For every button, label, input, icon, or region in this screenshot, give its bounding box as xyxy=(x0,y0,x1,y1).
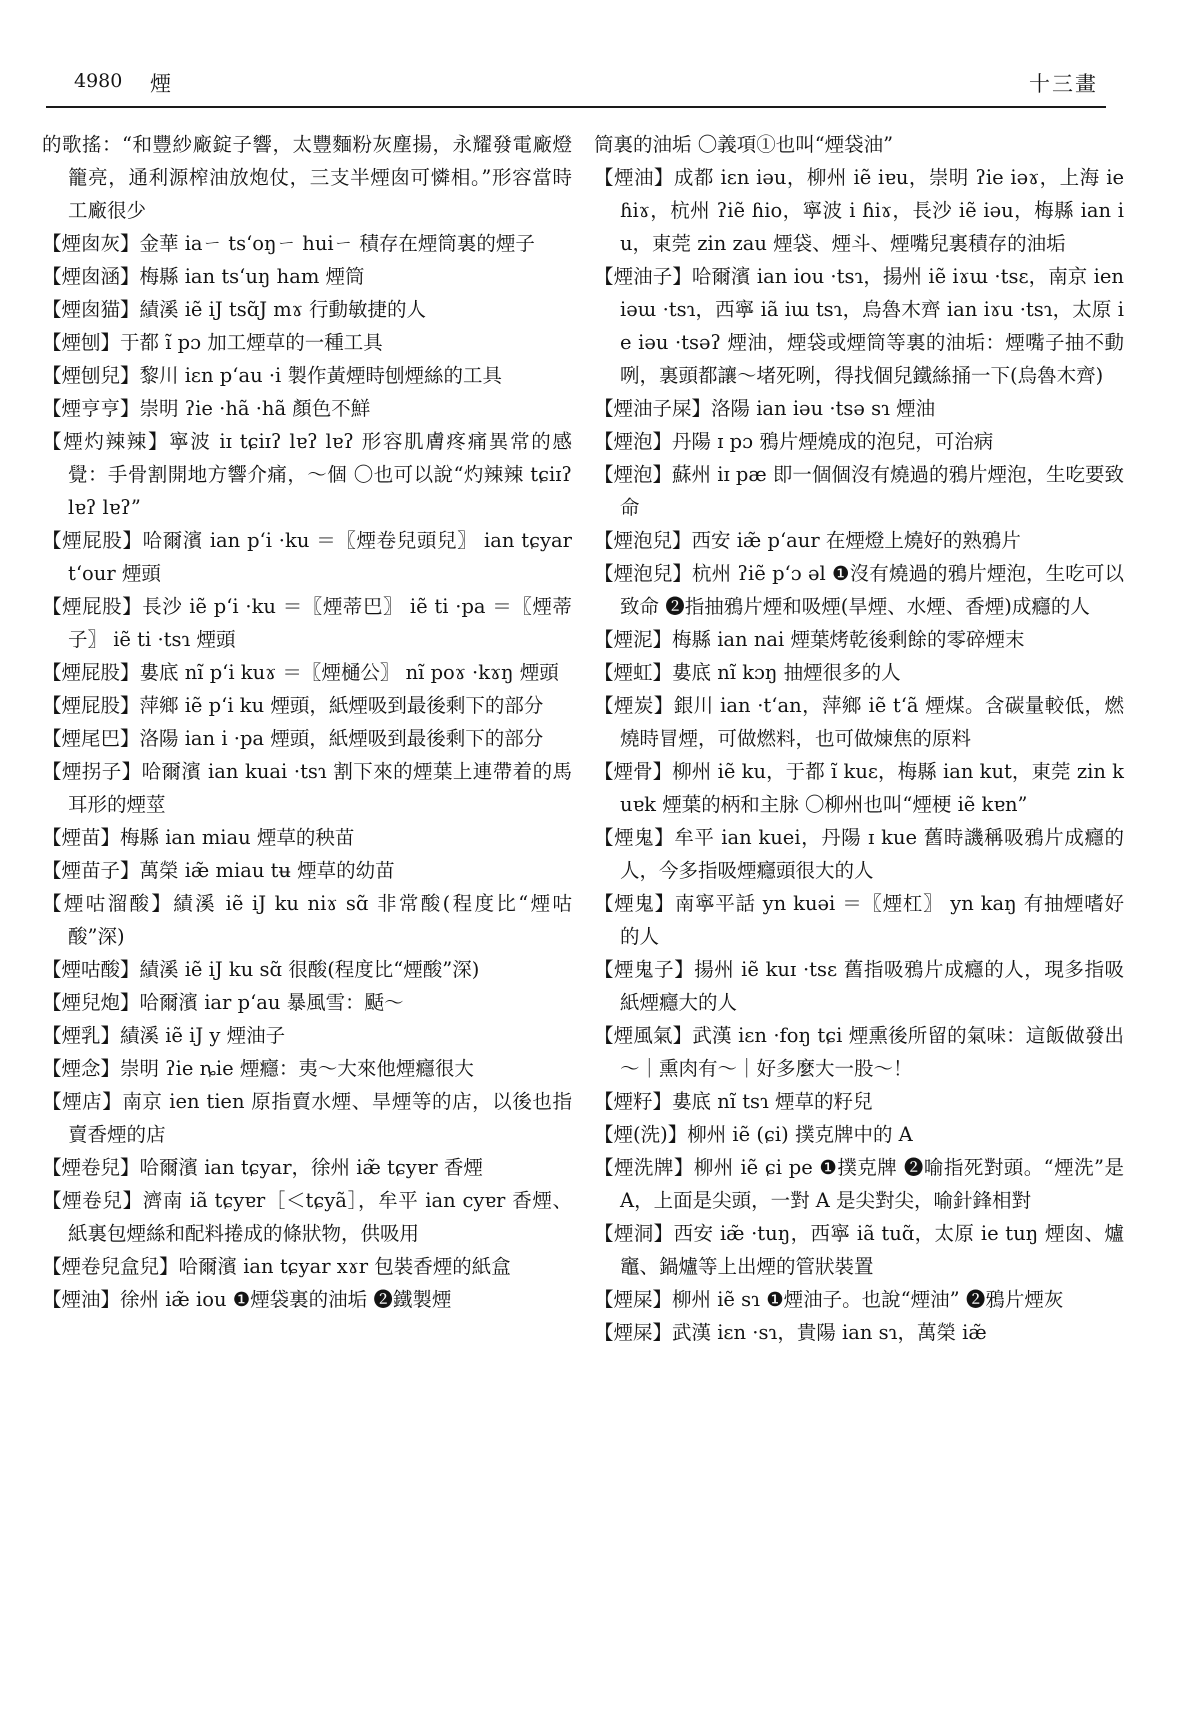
dictionary-entry: 【煙骨】柳州 iẽ ku，于都 ĩ kuɛ，梅縣 ian kut，東莞 zin kuɐk 煙葉的柄和主脉 〇柳州也叫“煙梗 iẽ kɐn” xyxy=(594,760,1124,816)
dictionary-entry: 【煙(洗)】柳州 iẽ (ɕi) 撲克牌中的 A xyxy=(594,1123,913,1146)
dictionary-entry: 【煙刨兒】黎川 iɛn pʻau ·i 製作黃煙時刨煙絲的工具 xyxy=(42,364,502,387)
dictionary-entry: 【煙屎】武漢 iɛn ·sɿ，貴陽 ian sɿ，萬榮 iæ̃ xyxy=(594,1321,987,1344)
page-header xyxy=(46,62,1106,108)
dictionary-entry: 【煙灼辣辣】寧波 iɪ tɕiɪʔ lɐʔ lɐʔ 形容肌膚疼痛異常的感覺：手骨割開地方響介痛，～個 〇也可以說“灼辣辣 tɕiɪʔ lɐʔ lɐʔ” xyxy=(42,430,572,519)
dictionary-entry: 【煙鬼】南寧平話 yn kuəi ＝〖煙杠〗 yn kaŋ 有抽煙嗜好的人 xyxy=(594,892,1124,948)
dictionary-entry: 【煙鬼】牟平 ian kuei，丹陽 ɪ kue 舊時譏稱吸鴉片成癮的人，今多指吸煙癮頭很大的人 xyxy=(594,826,1124,882)
dictionary-entry: 的歌搖：“和豐紗廠錠子響，太豐麵粉灰塵揚，永耀發電廠燈籠亮，通利源榨油放炮仗，三支半煙囱可憐相。”形容當時工廠很少 xyxy=(42,133,572,222)
dictionary-entry: 【煙油】徐州 iæ̃ iou ❶煙袋裏的油垢 ❷鐵製煙 xyxy=(42,1288,452,1311)
dictionary-entry: 【煙卷兒盒兒】哈爾濱 ian tɕyar xɤr 包裝香煙的紙盒 xyxy=(42,1255,511,1278)
dictionary-entry: 【煙屁股】婁底 nĩ pʻi kuɤ ＝〖煙樋公〗 nĩ poɤ ·kɤŋ 煙頭 xyxy=(42,661,559,684)
stroke-count-section: 十三畫 xyxy=(1029,72,1098,96)
dictionary-entry: 【煙虹】婁底 nĩ kɔŋ 抽煙很多的人 xyxy=(594,661,901,684)
dictionary-entry: 【煙洞】西安 iæ̃ ·tuŋ，西寧 iã tuɑ̃，太原 ie tuŋ 煙囱、爐竈、鍋爐等上出煙的管狀裝置 xyxy=(594,1222,1124,1278)
dictionary-entry: 【煙苗】梅縣 ian miau 煙草的秧苗 xyxy=(42,826,355,849)
dictionary-entry: 【煙卷兒】濟南 iã tɕyɐr［＜tɕyã］，牟平 ian cyɐr 香煙、紙裏包煙絲和配料捲成的條狀物，供吸用 xyxy=(42,1189,572,1245)
dictionary-entry: 【煙泡兒】杭州 ʔiẽ pʻɔ əl ❶沒有燒過的鴉片煙泡，生吃可以致命 ❷指抽鴉片煙和吸煙(旱煙、水煙、香煙)成癮的人 xyxy=(594,562,1124,618)
dictionary-entry: 【煙洗牌】柳州 iẽ ɕi pe ❶撲克牌 ❷喻指死對頭。“煙洗”是 A，上面是尖頭，一對 A 是尖對尖，喻針鋒相對 xyxy=(594,1156,1124,1212)
dictionary-entry: 【煙亨亨】崇明 ʔie ·hã ·hã 顏色不鮮 xyxy=(42,397,371,420)
running-head-character: 煙 xyxy=(150,72,171,96)
dictionary-entry: 筒裏的油垢 〇義項①也叫“煙袋油” xyxy=(594,133,894,156)
dictionary-entry: 【煙泡】丹陽 ɪ pɔ 鴉片煙燒成的泡兒，可治病 xyxy=(594,430,994,453)
dictionary-entry: 【煙囱猫】績溪 iẽ iJ tsɑ̃J mɤ 行動敏捷的人 xyxy=(42,298,426,321)
dictionary-entry: 【煙泡】蘇州 iɪ pæ 即一個個沒有燒過的鴉片煙泡，生吃要致命 xyxy=(594,463,1124,519)
dictionary-entry: 【煙炭】銀川 ian ·tʻan，萍鄉 iẽ tʻã 煙煤。含碳量較低，燃燒時冒煙，可做燃料，也可做煉焦的原料 xyxy=(594,694,1124,750)
dictionary-entry: 【煙店】南京 ien tien 原指賣水煙、旱煙等的店，以後也指賣香煙的店 xyxy=(42,1090,572,1146)
dictionary-entry: 【煙囱涵】梅縣 ian tsʻuŋ ham 煙筒 xyxy=(42,265,365,288)
dictionary-entry: 【煙風氣】武漢 iɛn ·foŋ tɕi 煙熏後所留的氣味：這飯做發出～｜熏肉有～｜好多麼大一股～！ xyxy=(594,1024,1124,1080)
dictionary-entry: 【煙兒炮】哈爾濱 iar pʻau 暴風雪：颳～ xyxy=(42,991,404,1014)
dictionary-entry: 【煙尾巴】洛陽 ian i ·pa 煙頭，紙煙吸到最後剩下的部分 xyxy=(42,727,544,750)
dictionary-entry: 【煙咕溜酸】績溪 iẽ iJ ku niɤ sɑ̃ 非常酸(程度比“煙咕酸”深) xyxy=(42,892,572,948)
dictionary-entry: 【煙刨】于都 ĩ pɔ 加工煙草的一種工具 xyxy=(42,331,383,354)
left-column xyxy=(42,128,572,1316)
dictionary-entry: 【煙卷兒】哈爾濱 ian tɕyar，徐州 iæ̃ tɕyɐr 香煙 xyxy=(42,1156,483,1179)
dictionary-entry: 【煙油】成都 iɛn iəu，柳州 iẽ iɐu，崇明 ʔie iəɤ，上海 ie ɦiɤ，杭州 ʔiẽ ɦio，寧波 i ɦiɤ，長沙 iẽ iəu，梅縣 ian iu，東莞 zin zau 煙袋、煙斗、煙嘴兒裏積存的油垢 xyxy=(594,166,1124,255)
dictionary-entry: 【煙油子】哈爾濱 ian iou ·tsɿ，揚州 iẽ iɤɯ ·tsɛ，南京 ien iəɯ ·tsɿ，西寧 iã iɯ tsɿ，烏魯木齊 ian iɤu ·tsɿ，太原 ie iəu ·tsəʔ 煙油，煙袋或煙筒等裏的油垢：煙嘴子抽不動咧，裏頭都讓～堵死咧，得找個兒鐵絲捅一下(烏魯木齊) xyxy=(594,265,1124,387)
dictionary-entry: 【煙籽】婁底 nĩ tsɿ 煙草的籽兒 xyxy=(594,1090,873,1113)
dictionary-entry: 【煙鬼子】揚州 iẽ kuɪ ·tsɛ 舊指吸鴉片成癮的人，現多指吸紙煙癮大的人 xyxy=(594,958,1124,1014)
dictionary-entry: 【煙乳】績溪 iẽ iJ y 煙油子 xyxy=(42,1024,286,1047)
dictionary-entry: 【煙屁股】長沙 iẽ pʻi ·ku ＝〖煙蒂巴〗 iẽ ti ·pa ＝〖煙蒂子〗 iẽ ti ·tsɿ 煙頭 xyxy=(42,595,572,651)
dictionary-entry: 【煙拐子】哈爾濱 ian kuai ·tsɿ 割下來的煙葉上連帶着的馬耳形的煙莖 xyxy=(42,760,572,816)
dictionary-entry: 【煙泡兒】西安 iæ̃ pʻaur 在煙燈上燒好的熟鴉片 xyxy=(594,529,1021,552)
dictionary-entry: 【煙屎】柳州 iẽ sɿ ❶煙油子。也說“煙油” ❷鴉片煙灰 xyxy=(594,1288,1064,1311)
dictionary-entry: 【煙泥】梅縣 ian nai 煙葉烤乾後剩餘的零碎煙末 xyxy=(594,628,1025,651)
dictionary-entry: 【煙屁股】萍鄉 iẽ pʻi ku 煙頭，紙煙吸到最後剩下的部分 xyxy=(42,694,544,717)
dictionary-entry: 【煙油子屎】洛陽 ian iəu ·tsə sɿ 煙油 xyxy=(594,397,936,420)
dictionary-entry: 【煙苗子】萬榮 iæ̃ miau tʉ 煙草的幼苗 xyxy=(42,859,395,882)
page-number: 4980 xyxy=(74,70,123,92)
right-column xyxy=(594,128,1124,1349)
dictionary-entry: 【煙咕酸】績溪 iẽ iJ ku sɑ̃ 很酸(程度比“煙酸”深) xyxy=(42,958,480,981)
dictionary-entry: 【煙囱灰】金華 iaㄧ tsʻoŋㄧ huiㄧ 積存在煙筒裏的煙子 xyxy=(42,232,535,255)
dictionary-entry: 【煙念】崇明 ʔie ȵie 煙癮：夷～大來他煙癮很大 xyxy=(42,1057,474,1080)
dictionary-entry: 【煙屁股】哈爾濱 ian pʻi ·ku ＝〖煙卷兒頭兒〗 ian tɕyar tʻour 煙頭 xyxy=(42,529,572,585)
